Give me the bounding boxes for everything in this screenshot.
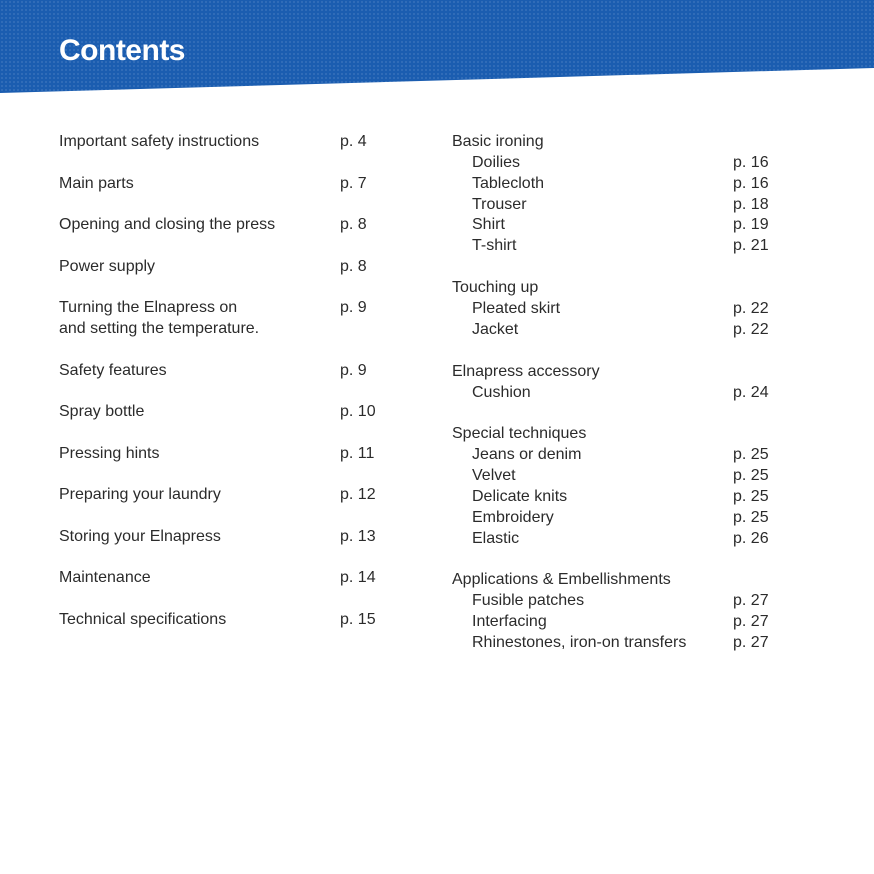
toc-right-column [452, 131, 792, 674]
toc-entry-title: Important safety instructions [59, 133, 260, 150]
page-title: Contents [59, 34, 185, 67]
sub-item-title: Embroidery [472, 508, 554, 526]
toc-entry-page: p. 8 [340, 257, 367, 275]
toc-sub-item[interactable] [452, 298, 792, 319]
sub-item-title: Velvet [472, 467, 516, 485]
toc-section-special-techniques [452, 423, 792, 548]
toc-sub-item[interactable] [452, 214, 792, 235]
toc-entry[interactable] [59, 360, 399, 381]
sub-item-title: Pleated skirt [472, 299, 561, 317]
sub-item-title: Trouser [472, 195, 527, 213]
toc-entry-page: p. 9 [340, 361, 367, 379]
sub-item-title: T-shirt [472, 237, 517, 255]
toc-entry[interactable] [59, 609, 399, 630]
toc-entry-title: Pressing hints [59, 444, 160, 462]
toc-entry-title-continued: and setting the temperature. [59, 320, 260, 337]
toc-entry-title: Power supply [59, 257, 156, 275]
sub-item-page: p. 25 [733, 487, 769, 505]
sub-item-title: Tablecloth [472, 174, 545, 192]
toc-entry-title: Opening and closing the press [59, 216, 276, 233]
toc-entry[interactable] [59, 526, 399, 547]
toc-section-basic-ironing [452, 131, 792, 256]
sub-item-title: Interfacing [472, 613, 547, 631]
section-heading[interactable]: Applications & Embellishments [452, 571, 671, 589]
sub-item-page: p. 22 [733, 320, 769, 338]
toc-entry-title: Safety features [59, 361, 167, 379]
sub-item-page: p. 16 [733, 174, 769, 192]
toc-sub-item[interactable] [452, 319, 792, 340]
toc-entry-title: Turning the Elnapress on [59, 299, 238, 316]
toc-entry[interactable] [59, 567, 399, 588]
toc-sub-item[interactable] [452, 590, 792, 611]
sub-item-title: Rhinestones, iron-on transfers [472, 633, 687, 651]
sub-item-title: Jacket [472, 320, 519, 338]
sub-item-page: p. 25 [733, 446, 769, 464]
toc-entry-page: p. 12 [340, 486, 376, 503]
toc-sub-item[interactable] [452, 194, 792, 215]
sub-item-page: p. 21 [733, 237, 769, 255]
sub-item-page: p. 26 [733, 529, 769, 547]
toc-entry-title: Spray bottle [59, 403, 145, 420]
sub-item-page: p. 25 [733, 467, 769, 485]
toc-sub-item[interactable] [452, 235, 792, 256]
toc-entry-page: p. 9 [340, 299, 367, 316]
toc-entry-page: p. 7 [340, 174, 367, 192]
toc-left-column [59, 131, 399, 650]
section-heading[interactable]: Special techniques [452, 425, 587, 443]
toc-entry-title: Storing your Elnapress [59, 527, 221, 545]
sub-item-title: Shirt [472, 216, 505, 234]
toc-entry-page: p. 13 [340, 527, 376, 545]
toc-entry[interactable] [59, 173, 399, 194]
sub-item-title: Elastic [472, 529, 520, 547]
toc-sub-item[interactable] [452, 465, 792, 486]
toc-entry-title: Maintenance [59, 569, 151, 586]
toc-sub-item[interactable] [452, 444, 792, 465]
toc-sub-item[interactable] [452, 173, 792, 194]
toc-sub-item[interactable] [452, 632, 792, 653]
sub-item-page: p. 16 [733, 154, 769, 171]
toc-entry-title: Main parts [59, 174, 134, 192]
toc-entry-title: Technical specifications [59, 610, 227, 628]
toc-entry[interactable] [59, 256, 399, 277]
toc-sub-item[interactable] [452, 528, 792, 549]
sub-item-page: p. 19 [733, 216, 769, 234]
section-heading[interactable]: Basic ironing [452, 133, 544, 150]
toc-entry-title: Preparing your laundry [59, 486, 221, 503]
sub-item-title: Jeans or denim [472, 446, 582, 464]
sub-item-title: Delicate knits [472, 487, 568, 505]
sub-item-page: p. 18 [733, 195, 769, 213]
toc-entry[interactable] [59, 484, 399, 505]
toc-entry-page: p. 11 [340, 444, 375, 462]
toc-section-touching-up [452, 277, 792, 340]
section-heading[interactable]: Elnapress accessory [452, 362, 600, 380]
toc-entry-page: p. 8 [340, 216, 367, 233]
toc-entry[interactable] [59, 443, 399, 464]
sub-item-page: p. 24 [733, 383, 769, 401]
toc-sub-item[interactable] [452, 152, 792, 173]
toc-entry-page: p. 10 [340, 403, 376, 420]
toc-sub-item[interactable] [452, 611, 792, 632]
toc-entry[interactable] [59, 131, 399, 152]
sub-item-page: p. 25 [733, 508, 769, 526]
toc-sub-item[interactable] [452, 507, 792, 528]
sub-item-page: p. 22 [733, 299, 769, 317]
sub-item-title: Cushion [472, 383, 531, 401]
toc-entry-page: p. 14 [340, 569, 376, 586]
toc-entry-page: p. 15 [340, 610, 376, 628]
toc-entry-page: p. 4 [340, 133, 367, 150]
sub-item-title: Fusible patches [472, 592, 585, 610]
toc-entry[interactable] [59, 214, 399, 235]
toc-section-accessory [452, 361, 792, 403]
toc-entry[interactable] [59, 297, 399, 339]
toc-entry[interactable] [59, 401, 399, 422]
toc-sub-item[interactable] [452, 486, 792, 507]
sub-item-page: p. 27 [733, 592, 769, 610]
sub-item-title: Doilies [472, 154, 521, 171]
toc-sub-item[interactable] [452, 382, 792, 403]
sub-item-page: p. 27 [733, 633, 769, 651]
section-heading[interactable]: Touching up [452, 278, 539, 296]
sub-item-page: p. 27 [733, 613, 769, 631]
toc-section-applications [452, 569, 792, 652]
